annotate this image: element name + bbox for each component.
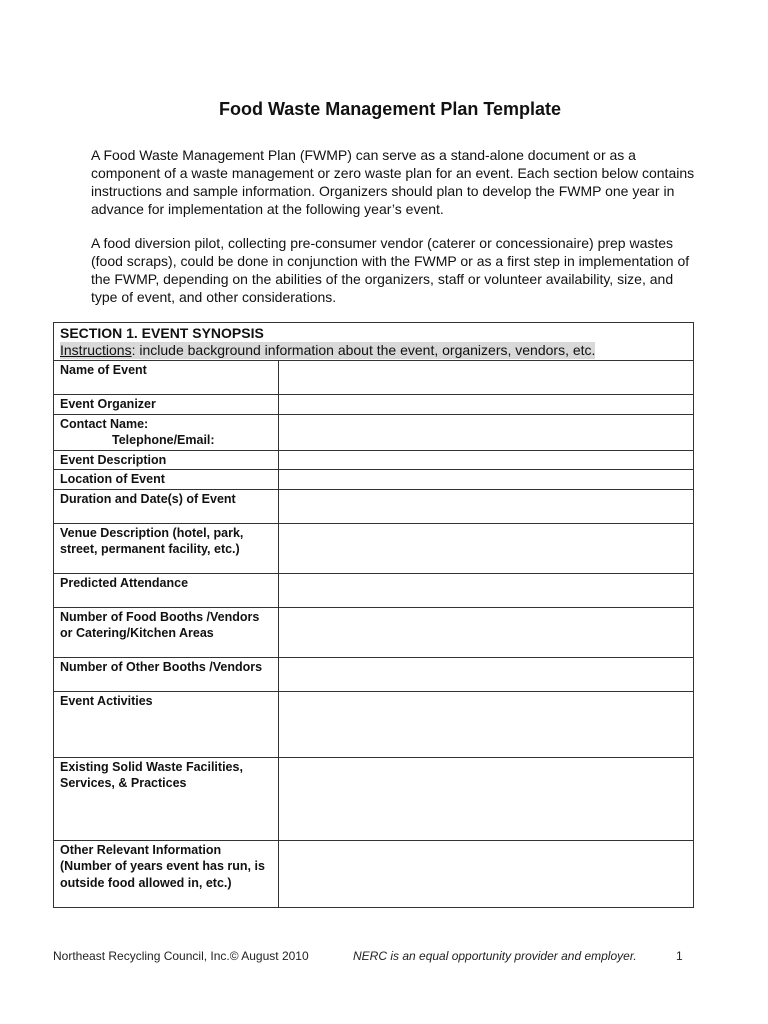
row-label (54, 414, 279, 450)
telephone-email-label: Telephone/Email: (112, 433, 215, 447)
page-number: 1 (676, 949, 683, 963)
row-label: Event Activities (54, 691, 279, 757)
solid-waste-field[interactable] (279, 757, 694, 840)
row-label: Venue Description (hotel, park, street, permanent facility, etc.) (54, 523, 279, 573)
row-label: Number of Food Booths /Vendors or Catering/Kitchen Areas (54, 607, 279, 657)
event-description-field[interactable] (279, 450, 694, 470)
contact-field[interactable] (279, 414, 694, 450)
venue-field[interactable] (279, 523, 694, 573)
footer-copyright: Northeast Recycling Council, Inc.© August 2010 (53, 949, 309, 963)
row-label: Predicted Attendance (54, 573, 279, 607)
row-label: Other Relevant Information (Number of years event has run, is outside food allowed in, etc.) (54, 840, 279, 907)
attendance-field[interactable] (279, 573, 694, 607)
row-label: Duration and Date(s) of Event (54, 489, 279, 523)
food-booths-field[interactable] (279, 607, 694, 657)
row-label: Location of Event (54, 470, 279, 490)
location-field[interactable] (279, 470, 694, 490)
pilot-paragraph: A food diversion pilot, collecting pre-consumer vendor (caterer or concessionaire) prep wastes (food scraps), could be done in conjunction with the FWMP or as a first step in implementation of the FWMP, depending on the abilities of the organizers, staff or volunteer availability, size, and type of event, and other considerations. (91, 235, 690, 305)
section-title: SECTION 1. EVENT SYNOPSIS (60, 325, 264, 341)
other-booths-field[interactable] (279, 657, 694, 691)
contact-name-label: Contact Name: (60, 416, 149, 431)
instructions-text: : include background information about the event, organizers, vendors, etc. (131, 342, 596, 358)
row-label: Name of Event (54, 361, 279, 395)
name-of-event-field[interactable] (279, 361, 694, 395)
event-activities-field[interactable] (279, 691, 694, 757)
row-label: Number of Other Booths /Vendors (54, 657, 279, 691)
footer-equal-opportunity: NERC is an equal opportunity provider and employer. (353, 949, 637, 963)
row-label: Event Description (54, 450, 279, 470)
duration-field[interactable] (279, 489, 694, 523)
other-info-field[interactable] (279, 840, 694, 907)
event-organizer-field[interactable] (279, 395, 694, 415)
event-synopsis-table (53, 322, 694, 908)
row-label: Existing Solid Waste Facilities, Services, & Practices (54, 757, 279, 840)
intro-paragraph: A Food Waste Management Plan (FWMP) can serve as a stand-alone document or as a component of a waste management or zero waste plan for an event. Each section below contains instructions and sample information. Organizers should plan to develop the FWMP one year in advance for implementation at the following year’s event. (91, 147, 695, 217)
row-label: Event Organizer (54, 395, 279, 415)
document-title: Food Waste Management Plan Template (218, 99, 562, 119)
instructions-label: Instructions (60, 342, 132, 358)
section-header (54, 323, 694, 361)
section-instructions (60, 342, 595, 359)
